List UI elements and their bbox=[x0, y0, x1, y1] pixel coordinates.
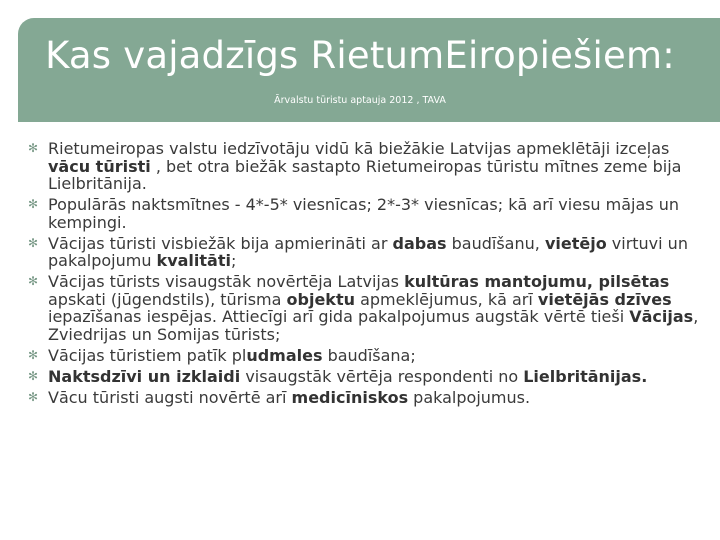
asterisk-bullet-icon: ✻ bbox=[28, 368, 39, 383]
bold-text-run: kultūras mantojumu, pilsētas bbox=[404, 272, 670, 291]
text-run: visaugstāk vērtēja respondenti no bbox=[240, 366, 524, 386]
text-run: Vācijas tūristi visbiežāk bija apmierināti ar bbox=[48, 233, 393, 253]
text-run: apmeklējumus, kā arī bbox=[354, 289, 538, 309]
asterisk-bullet-icon: ✻ bbox=[28, 235, 39, 250]
bold-text-run: vietējās dzīves bbox=[537, 289, 672, 309]
text-run: , bet otra biežāk sastapto Rietumeiropas tūristu mītnes zeme bija Lielbritānija. bbox=[48, 156, 682, 193]
text-run: Vācijas tūrists visaugstāk novērtēja Latvijas bbox=[48, 272, 405, 291]
bold-text-run: Naktsdzīvi un izklaidi bbox=[48, 366, 241, 386]
text-run: iepazīšanas iespējas. Attiecīgi arī gida pakalpojumus augstāk vērtē tieši bbox=[48, 307, 630, 326]
bold-text-run: medicīniskos bbox=[291, 387, 409, 407]
text-run: , Zviedrijas un Somijas tūrists; bbox=[48, 307, 699, 344]
slide-subtitle: Ārvalstu tūristu aptauja 2012 , TAVA bbox=[274, 95, 446, 106]
text-run: apskati (jūgendstils), tūrisma bbox=[48, 289, 287, 309]
bold-text-run: udmales bbox=[246, 345, 323, 365]
bullet-list bbox=[28, 140, 712, 410]
bullet-item bbox=[28, 235, 712, 270]
bold-text-run: vācu tūristi bbox=[48, 156, 151, 176]
bullet-item bbox=[28, 368, 712, 386]
bold-text-run: dabas bbox=[392, 233, 447, 253]
asterisk-bullet-icon: ✻ bbox=[28, 197, 39, 211]
bullet-item bbox=[28, 273, 712, 343]
text-run: Rietumeiropas valstu iedzīvotāju vidū kā biežākie Latvijas apmeklētāji izceļas bbox=[48, 139, 670, 158]
text-run: Vācu tūristi augsti novērtē arī bbox=[48, 387, 292, 407]
text-run: virtuvi un pakalpojumu bbox=[48, 233, 688, 270]
bullet-item bbox=[28, 140, 712, 193]
bullet-item bbox=[28, 389, 712, 407]
text-run: baudīšana; bbox=[322, 345, 416, 365]
bold-text-run: kvalitāti bbox=[156, 251, 231, 270]
bullet-item bbox=[28, 347, 712, 365]
text-run: ; bbox=[230, 251, 237, 270]
bold-text-run: Vācijas bbox=[629, 307, 694, 326]
asterisk-bullet-icon: ✻ bbox=[28, 389, 39, 404]
bold-text-run: objektu bbox=[286, 289, 355, 309]
asterisk-bullet-icon: ✻ bbox=[28, 274, 39, 288]
asterisk-bullet-icon: ✻ bbox=[28, 141, 39, 155]
bold-text-run: vietējo bbox=[544, 233, 607, 253]
bold-text-run: Lielbritānijas. bbox=[523, 366, 648, 386]
text-run: pakalpojumus. bbox=[408, 387, 531, 407]
bullet-item bbox=[28, 196, 712, 231]
text-run: baudīšanu, bbox=[446, 233, 545, 253]
slide-title: Kas vajadzīgs RietumEiropiešiem: bbox=[45, 34, 675, 77]
text-run: Vācijas tūristiem patīk pl bbox=[48, 345, 247, 365]
asterisk-bullet-icon: ✻ bbox=[28, 347, 39, 362]
text-run: Populārās naktsmītnes - 4*-5* viesnīcas; 2*-3* viesnīcas; kā arī viesu mājas un kempingi. bbox=[48, 195, 679, 232]
